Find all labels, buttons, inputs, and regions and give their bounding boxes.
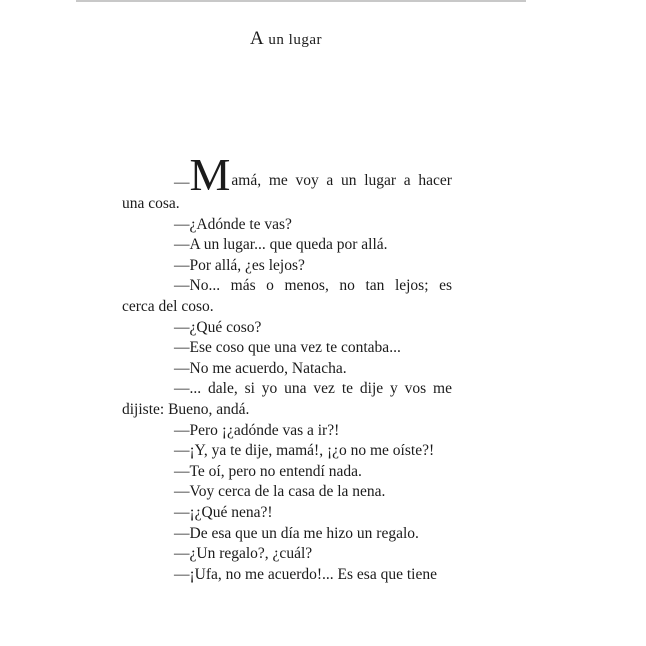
dialogue-line: —Te oí, pero no entendí nada. (174, 462, 362, 480)
dialogue-line: —Por allá, ¿es lejos? (174, 256, 305, 274)
word: un (341, 172, 357, 190)
word: voy (295, 172, 319, 190)
paragraph-1-line-1 (122, 149, 452, 200)
word: lugar (364, 172, 397, 190)
word: amá, (231, 172, 262, 190)
dialogue-line: —¡¿Qué nena?! (174, 503, 273, 521)
dialogue-line: —¿Un regalo?, ¿cuál? (174, 545, 313, 563)
chapter-title (0, 28, 572, 50)
drop-cap: M (189, 149, 231, 200)
dialogue-line: —No me acuerdo, Natacha. (174, 359, 347, 377)
dialogue-line: —¿Qué coso? (174, 318, 262, 336)
dialogue-line-continuation: dijiste: Bueno, andá. (122, 400, 250, 418)
paragraph-1-line-2: una cosa. (122, 195, 180, 212)
word: me (268, 172, 288, 190)
paragraph-1-line-1-words (231, 171, 452, 194)
dialogue-line: —Voy cerca de la casa de la nena. (174, 483, 386, 501)
dialogue-line: —No... más o menos, no tan lejos; es (174, 277, 452, 295)
dialogue-line: —¡Ufa, no me acuerdo!... Es esa que tiene (174, 565, 437, 583)
top-rule (76, 0, 526, 2)
dialogue-line: —Pero ¡¿adónde vas a ir?! (174, 421, 340, 439)
chapter-title-rest: un lugar (268, 32, 322, 48)
body-text (122, 149, 452, 585)
dialogue-line: —¡Y, ya te dije, mamá!, ¡¿o no me oíste?! (174, 442, 435, 460)
dialogue-line: —¿Adónde te vas? (174, 215, 292, 233)
chapter-title-initial: A (249, 28, 264, 49)
word: a (403, 172, 411, 190)
word: hacer (418, 172, 452, 190)
dialogue-line: —A un lugar... que queda por allá. (174, 236, 388, 254)
opening-dash: — (174, 174, 190, 192)
dialogue-line: —Ese coso que una vez te contaba... (174, 339, 401, 357)
word: a (326, 172, 334, 190)
dialogue-line-continuation: cerca del coso. (122, 297, 214, 315)
dialogue-line: —De esa que un día me hizo un regalo. (174, 524, 419, 542)
dialogue-line: —... dale, si yo una vez te dije y vos me (174, 380, 452, 398)
